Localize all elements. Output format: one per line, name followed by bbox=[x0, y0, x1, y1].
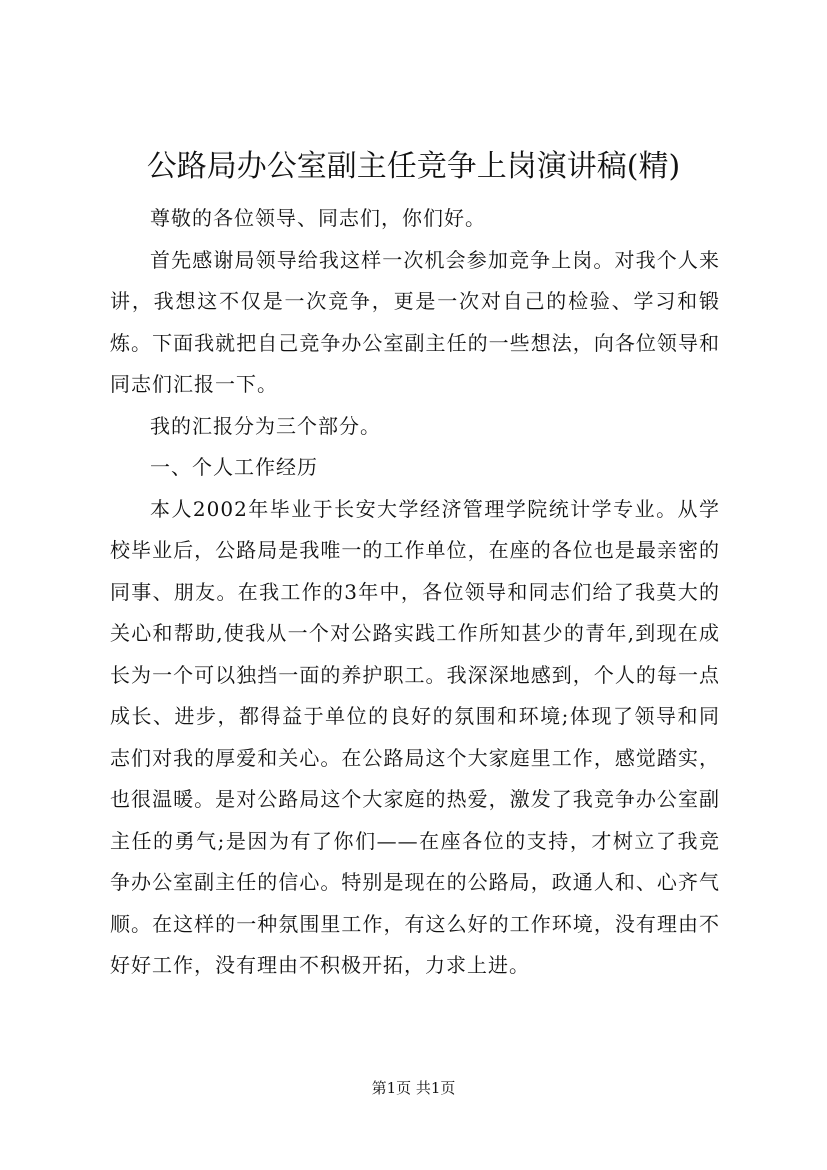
paragraph-outline: 我的汇报分为三个部分。 bbox=[150, 413, 381, 438]
document-title: 公路局办公室副主任竞争上岗演讲稿(精) bbox=[146, 149, 681, 184]
page-footer: 第1页 共1页 bbox=[371, 1079, 456, 1097]
paragraph-introduction: 首先感谢局领导给我这样一次机会参加竞争上岗。对我个人来讲，我想这不仅是一次竞争，更是一次对自己的检验、学习和锻炼。下面我就把自己竞争办公室副主任的一些想法，向各位领导和同志们汇报一下。 bbox=[110, 247, 720, 396]
paragraph-greeting: 尊敬的各位领导、同志们，你们好。 bbox=[150, 206, 486, 230]
document-body bbox=[110, 198, 720, 987]
section-heading: 一、个人工作经历 bbox=[150, 455, 318, 479]
paragraph-work-experience: 本人2002年毕业于长安大学经济管理学院统计学专业。从学校毕业后，公路局是我唯一的工作单位，在座的各位也是最亲密的同事、朋友。在我工作的3年中，各位领导和同志们给了我莫大的关心和帮助,使我从一个对公路实践工作所知甚少的青年,到现在成长为一个可以独挡一面的养护职工。我深深地感到，个人的每一点成长、进步，都得益于单位的良好的氛围和环境;体现了领导和同志们对我的厚爱和关心。在公路局这个大家庭里工作，感觉踏实，也很温暖。是对公路局这个大家庭的热爱，激发了我竞争办公室副主任的勇气;是因为有了你们——在座各位的支持，才树立了我竞争办公室副主任的信心。特别是现在的公路局，政通人和、心齐气顺。在这样的一种氛围里工作，有这么好的工作环境，没有理由不好好工作，没有理由不积极开拓，力求上进。 bbox=[110, 496, 720, 977]
